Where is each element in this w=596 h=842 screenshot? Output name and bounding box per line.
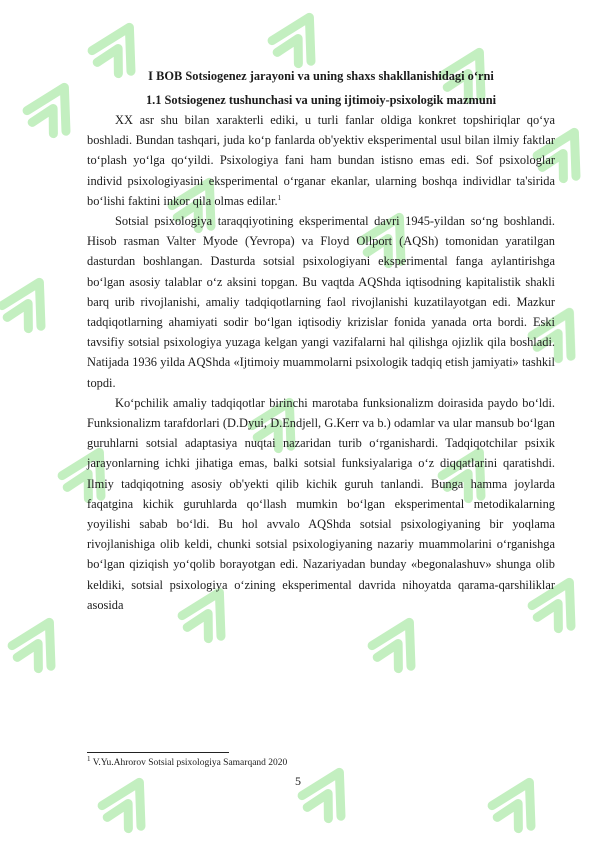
watermark-chevron	[368, 612, 428, 673]
paragraph-1-text: XX asr shu bilan xarakterli ediki, u turli fanlar oldiga konkret topshiriqlar qo‘ya boshladi. Bundan tashqari, juda ko‘p fanlarda ob'yektiv eksperimental usul bilan ilmiy faktlar to‘plash yo‘lga qo‘yildi. Psixologiya fani ham bundan istisno emas edi. Sof psixologlar individ psixologiyasini eksperimental o‘rganar ekanlar, ularning boshqa individlar ta'sirida bo‘lishi faktini inkor qila olmas edilar.	[87, 113, 555, 208]
watermark-chevron	[23, 77, 83, 138]
footnote-text: V.Yu.Ahrorov Sotsial psixologiya Samarqand 2020	[92, 758, 288, 768]
footnote-reference[interactable]: 1	[277, 193, 282, 202]
watermark-chevron	[8, 612, 68, 673]
watermark-chevron	[298, 762, 358, 823]
paragraph-1	[87, 110, 555, 211]
section-title: 1.1 Sotsiogenez tushunchasi va uning ijtimoiy-psixologik mazmuni	[145, 93, 497, 107]
watermark-chevron	[268, 7, 328, 68]
paragraph-3	[87, 393, 555, 615]
paragraph-2	[87, 211, 555, 393]
paragraph-3-text: Ko‘pchilik amaliy tadqiqotlar birinchi marotaba funksionalizm doirasida paydo bo‘ldi. Funksionalizm tarafdorlari (D.Dyui, D.Endjell, G.Kerr va b.) odamlar va ular mansub bo‘lgan guruhlarni sotsial adaptasiya nuqtai nazaridan turib o‘rganishardi. Tadqiqotchilar psixik jarayonlarning ichki jihatiga emas, balki sotsial funksiyalariga o‘z diqqatlarini qaratishdi. Ilmiy tadqiqotning asosiy ob'yekti qilib kichik guruh tanlandi. Bunga hamma joylarda faqatgina kichik guruhlarda qo‘llash mumkin bo‘lgan eksperimental metodikalarning yoyilishi sabab bo‘ldi. Bu hol avvalo AQShda sotsial psixologiyaning bir yoqlama rivojlanishiga olib keldi, chunki sotsial psixologiyaning nazariy muammolarini o‘rganishga bo‘lgan qiziqish yo‘qolib borayotgan edi. Nazariyadan bunday «begonalashuv» shunga olib keldiki, sotsial psixologiya o‘zining eksperimental davrida nihoyatda qarama-qarshiliklar asosida	[87, 395, 555, 612]
main-text	[87, 66, 555, 615]
paragraph-2-text: Sotsial psixologiya taraqqiyotining eksperimental davri 1945-yildan so‘ng boshlandi. Hisob rasman Valter Myode (Yevropa) va Floyd Ollport (AQSh) tomonidan yaratilgan dasturdan boshlangan. Dasturda sotsial psixologiyani eksperimental fanga aylantirishga bo‘lgan asosiy talablar o‘z aksini topgan. Bu vaqtda AQShda iqtisodning kapitalistik shakli barq urib rivojlanishi, amaliy tadqiqotlarning faol rivojlanishi kuzatilayotgan edi. Mazkur tadqiqotlarning ahamiyati sodir bo‘lgan iqtisodiy krizislar fonida yanada orta bordi. Eski tavsifiy sotsial psixologiya yuzaga kelgan yangi vazifalarni hal qilishga ojizlik qila boshladi. Natijada 1936 yilda AQShda «Ijtimoiy muammolarni psixologik tadqiq etish jamiyati» tashkil topdi.	[87, 214, 555, 390]
footnote	[87, 754, 288, 769]
chapter-title: I BOB Sotsiogenez jarayoni va uning shaxs shakllanishidagi o‘rni	[148, 69, 494, 83]
footnote-number: 1	[87, 754, 91, 763]
footnote-divider	[87, 752, 229, 753]
watermark-chevron	[0, 272, 59, 333]
page-number: 5	[295, 774, 301, 788]
